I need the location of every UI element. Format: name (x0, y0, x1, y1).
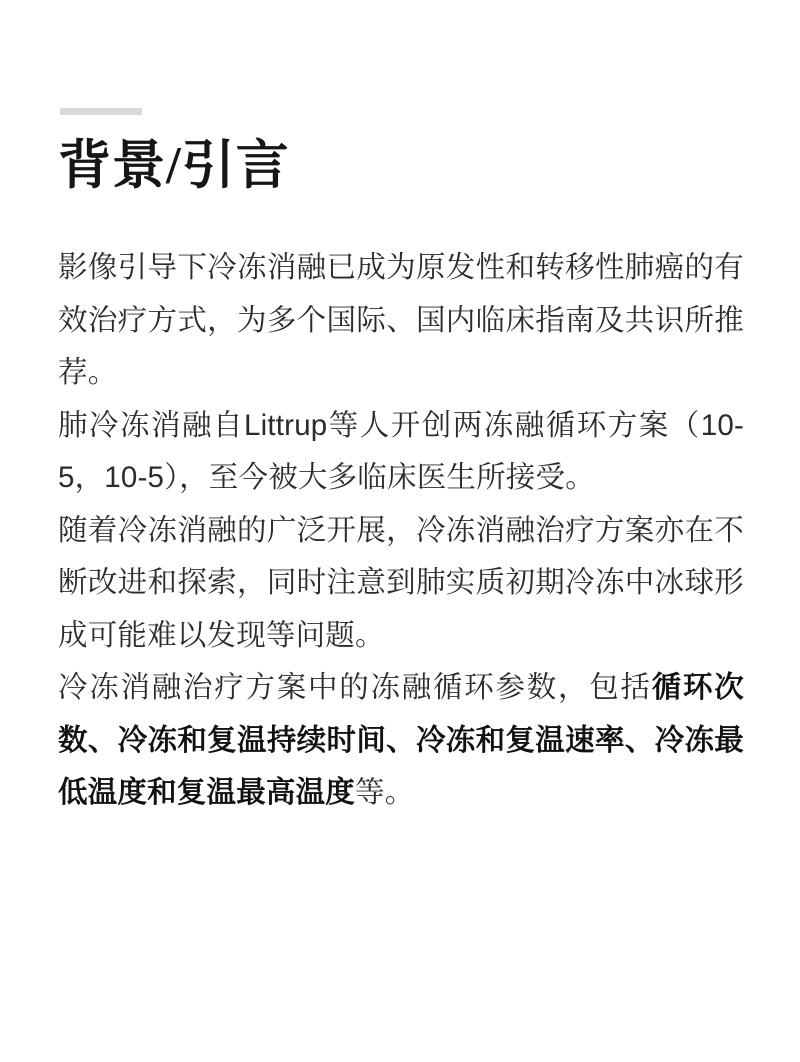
text-run: 影像引导下冷冻消融已成为原发性和转移性肺癌的有效治疗方式，为多个国际、国内临床指南及共识所推荐。 (58, 251, 744, 390)
paragraph-4 (58, 662, 744, 820)
paragraph-1 (58, 242, 744, 400)
paragraph-3 (58, 505, 744, 663)
text-run: 循环次数、冷冻和复温持续时间、冷冻和复温速率、冷冻最低温度和复温最高温度 (58, 671, 744, 810)
text-run: 肺冷冻消融自Littrup等人开创两冻融循环方案（10-5，10-5），至今被大多临床医生所接受。 (58, 408, 744, 495)
paragraph-2 (58, 400, 744, 505)
text-run: 冷冻消融治疗方案中的冻融循环参数，包括 (58, 671, 652, 705)
page-title: 背景/引言 (58, 137, 290, 195)
text-run: 随着冷冻消融的广泛开展，冷冻消融治疗方案亦在不断改进和探索，同时注意到肺实质初期冷冻中冰球形成可能难以发现等问题。 (58, 513, 744, 652)
document-body (58, 242, 744, 820)
text-run: 等。 (355, 776, 415, 810)
title-accent-rule (60, 108, 142, 115)
